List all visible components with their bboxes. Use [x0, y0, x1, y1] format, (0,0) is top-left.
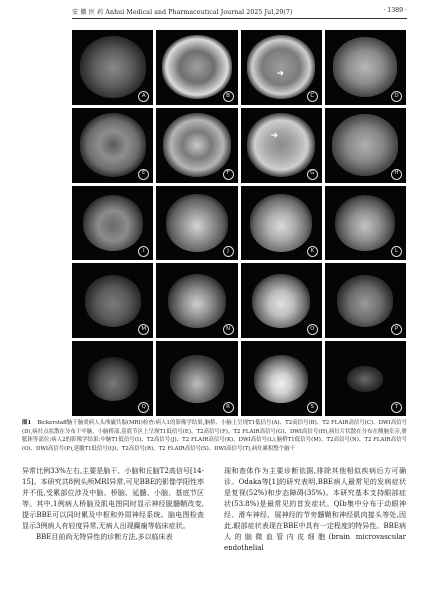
mri-panel: [72, 108, 153, 183]
panel-label: Q: [138, 402, 149, 413]
panel-label: M: [138, 324, 149, 335]
figure-caption-label: 图1: [22, 420, 32, 426]
running-header: [72, 4, 407, 19]
mri-panel: [156, 186, 237, 261]
body-paragraph: 现和查体作为主要诊断依据,排除其他相似疾病后方可确诊。Odaka等[1]的研究表明,BBE病人最常见的发病症状是复视(52%)和步态障碍(35%)。本研究基本支持眼部症状(53.8%)是最常见的首发症状。QIb集中分布于动眼神经、滑车神经、展神经的节旁髓鞘和神经肌肉接头等处,因此,眼部症状表现在BBE中具有一定程度的特异性。BBE病人的脑微血管内皮细胞(brain microvascular endothelial: [224, 467, 406, 552]
panel-label: L: [391, 246, 402, 257]
panel-label: S: [307, 402, 318, 413]
mri-figure-grid: [72, 30, 406, 416]
mri-panel: [241, 108, 322, 183]
panel-label: G: [307, 169, 318, 180]
figure-caption: [22, 419, 407, 453]
brain-scan-image: [332, 114, 398, 176]
mri-panel: [156, 30, 237, 105]
lesion-arrow-icon: ➜: [276, 69, 285, 79]
mri-panel: [325, 186, 406, 261]
brain-scan-image: [247, 113, 315, 177]
brain-scan-image: [333, 37, 397, 97]
brain-scan-image: [88, 357, 138, 401]
brain-scan-image: [254, 355, 308, 403]
brain-scan-image: [170, 355, 224, 403]
panel-label: R: [223, 402, 234, 413]
panel-label: F: [223, 169, 234, 180]
panel-label: K: [307, 246, 318, 257]
mri-panel: [72, 30, 153, 105]
panel-label: O: [307, 324, 318, 335]
mri-panel: [241, 186, 322, 261]
brain-scan-image: [85, 275, 141, 327]
panel-label: P: [391, 324, 402, 335]
mri-panel: [156, 263, 237, 338]
body-column-right: [224, 466, 406, 554]
brain-scan-image: [347, 366, 383, 392]
mri-panel: [156, 108, 237, 183]
brain-scan-image: [252, 274, 310, 328]
panel-label: I: [138, 246, 149, 257]
brain-scan-image: [337, 275, 393, 327]
panel-label: N: [223, 324, 234, 335]
panel-label: J: [223, 246, 234, 257]
brain-scan-image: [162, 35, 232, 99]
panel-label: E: [138, 169, 149, 180]
mri-panel: [325, 108, 406, 183]
panel-label: A: [138, 91, 149, 102]
mri-panel: [325, 30, 406, 105]
mri-panel: [72, 263, 153, 338]
brain-scan-image: [247, 35, 315, 99]
panel-label: T: [391, 402, 402, 413]
brain-scan-image: [335, 195, 395, 251]
body-column-left: [22, 466, 204, 543]
lesion-arrow-icon: ➜: [270, 130, 279, 141]
brain-scan-image: [166, 194, 228, 252]
mri-panel: [241, 263, 322, 338]
brain-scan-image: [163, 113, 231, 177]
journal-title: 安 徽 医 药 Anhui Medical and Pharmaceutical Journal 2025 Jul,29(7): [72, 9, 293, 16]
panel-label: B: [223, 91, 234, 102]
brain-scan-image: [250, 194, 312, 252]
brain-scan-image: [80, 36, 146, 98]
mri-panel: [325, 263, 406, 338]
body-paragraph: 异常比例33%左右,主要是脑干、小脑和丘脑T2高信号[14-15]。本研究共8例头颅MRI异常,可见BBE的影像学阳性率并不低,受累部位涉及中脑、桥脑、延髓、小脑、基底节区等。其中,1例病人桥脑及肌电图同时显示神经脱髓鞘改变,提示BBE可以同时累及中枢和外周神经系统。脑电图检查显示3例病人有轻度异常,无病人出现癫痫等临床症状。: [22, 467, 204, 530]
brain-scan-image: [168, 274, 226, 328]
mri-panel: [325, 341, 406, 416]
panel-label: C: [307, 91, 318, 102]
brain-scan-image: [80, 113, 146, 177]
panel-label: H: [391, 169, 402, 180]
mri-panel: [241, 30, 322, 105]
page-number: · 1389 ·: [383, 7, 407, 14]
figure-caption-text: Bickerstaff脑干脑炎病人头颅磁共振(MRI)检查:病人1的影像学结果,脑桥、小脑上呈现T1低信号(A)、T2高信号(B)、T2 FLAIR高信号(C)、DWI高信号(D),病灶点状散在分布于中脑、小脑桥部,基底节区上呈现T1低信号(E)、T2高信号(F)、T2 FLAIR高信号(G)、DWI高信号(H),病灶片状散在分布在侧脑室旁,胼胝体等部位;病人2的影像学结果:中脑T1低信号(I)、T2高信号(J)、T2 FLAIR高信号(K)、DWI高信号(L),脑桥T1低信号(M)、T2高信号(N)、T2 FLAIR高信号(O)、DWI高信号(P),延髓T1低信号(Q)、T2高信号(R)、T2 FLAIR高信号(S)、DWI高信号(T),病灶累积整个脑干: [22, 420, 407, 452]
brain-scan-image: [83, 195, 143, 251]
mri-panel: [72, 341, 153, 416]
mri-panel: [156, 341, 237, 416]
mri-panel: [241, 341, 322, 416]
mri-panel: [72, 186, 153, 261]
panel-label: D: [391, 91, 402, 102]
body-paragraph: BBE目前尚无特异性的诊断方法,多以临床表: [36, 533, 173, 541]
